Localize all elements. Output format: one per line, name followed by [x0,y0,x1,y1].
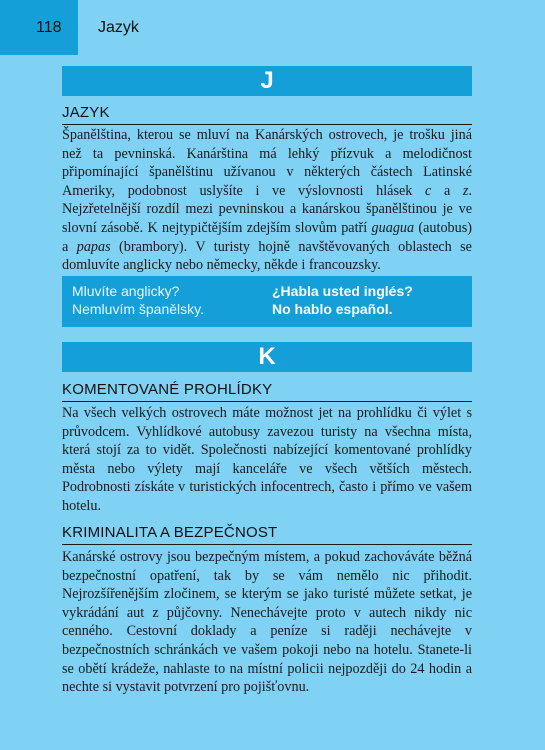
page-number: 118 [36,19,62,36]
section-heading-kriminalita: KRIMINALITA A BEZPEČNOST [62,524,472,545]
letter-bar-j: J [62,66,472,96]
paragraph-prohlidky: Na všech velkých ostrovech máte možnost jet na prohlídku či výlet s průvodcem. Vyhlídkové autobusy zavezou turisty na všechna místa, která stojí za to vidět. Společnosti nabízející komentované prohlídky města nebo výlety mají kanceláře ve všech větších městech. Podrobnosti získáte v turistických infocentrech, často i přímo ve vašem hotelu. [62,405,472,514]
phrase-czech: Nemluvím španělsky. [72,301,205,317]
section-heading-jazyk: JAZYK [62,104,472,125]
letter-bar-k: K [62,342,472,372]
page-number-tab [0,0,78,55]
phrase-row [72,301,467,319]
section-heading-prohlidky: KOMENTOVANÉ PROHLÍDKY [62,381,472,402]
phrase-box [62,276,472,327]
paragraph-kriminalita: Kanárské ostrovy jsou bezpečným místem, a pokud zachováváte běžná bezpečnostní opatření, tak by se vám nemělo nic přihodit. Nejrozšířenějším zločinem, se kterým se jako turisté můžete setkat, je vykrádání aut z půjčovny. Nenechávejte proto v autech nikdy nic cenného. Cestovní doklady a peníze si raději nechávejte v bezpečnostních schránkách ve vašem pokoji nebo na hotelu. Stanete-li se obětí krádeže, nahlaste to na místní policii nejpozději do 24 hodin a nechte si vystavit potvrzení pro pojišťovnu. [62,549,472,696]
phrase-czech: Mluvíte anglicky? [72,283,180,299]
paragraph-jazyk: Španělština, kterou se mluví na Kanárských ostrovech, je trošku jiná než ta pevninská. Kanárština má lehký přízvuk a melodičnost připomínající španělštinu užívanou v některých částech Latinské Ameriky, podobnost uslyšíte i ve výslovnosti hlásek c a z. Nejzřetelnější rozdíl mezi pevninskou a kanárskou španělštinou je ve slovní zásobě. K nejtypičtějším zdejším slovům patří guagua (autobus) a papas (brambory). V turisty hojně navštěvovaných oblastech se domluvíte anglicky nebo německy, někde i francouzsky. [62,127,472,274]
page-header [0,0,545,55]
phrase-row [72,283,467,301]
running-title: Jazyk [98,19,139,36]
phrase-spanish: No hablo español. [272,301,393,317]
phrase-spanish: ¿Habla usted inglés? [272,283,413,299]
